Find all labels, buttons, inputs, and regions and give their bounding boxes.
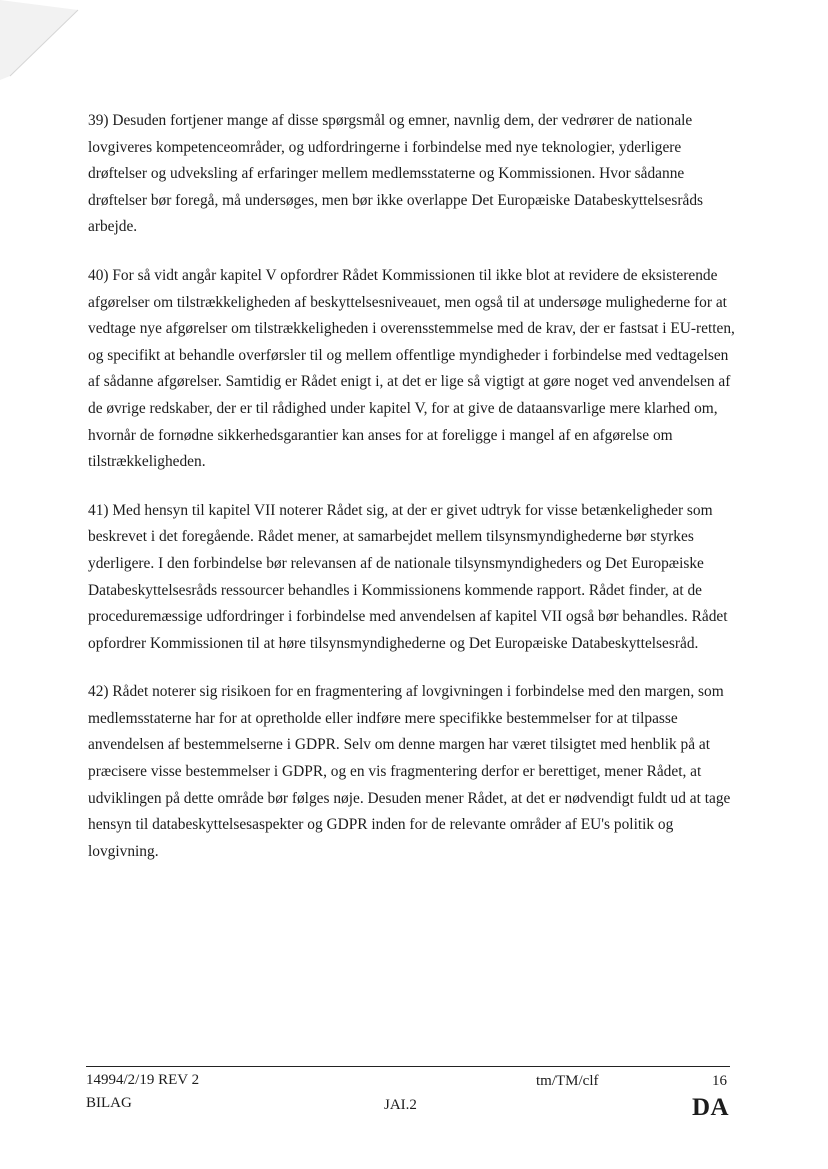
footer-document-number: 14994/2/19 REV 2 bbox=[86, 1072, 200, 1088]
footer-department: JAI.2 bbox=[384, 1097, 417, 1113]
footer-page-number: 16 bbox=[712, 1073, 727, 1089]
footer-divider bbox=[86, 1066, 730, 1067]
footer-language-code: DA bbox=[692, 1094, 730, 1121]
paragraph-39: 39) Desuden fortjener mange af disse spørgsmål og emner, navnlig dem, der vedrører de nationale lovgiveres kompetenceområder, og udfordringerne i forbindelse med nye teknologier, yderligere drøftelser og udveksling af erfaringer mellem medlemsstaterne og Kommissionen. Hvor sådanne drøftelser bør foregå, må undersøges, men bør ikke overlappe Det Europæiske Databeskyttelsesråds arbejde. bbox=[88, 112, 704, 236]
paragraph-41: 41) Med hensyn til kapitel VII noterer Rådet sig, at der er givet udtryk for visse betænkeligheder som beskrevet i det foregående. Rådet mener, at samarbejdet mellem tilsynsmyndighederne bør styrkes yderligere. I den forbindelse bør relevansen af de nationale tilsynsmyndigheders og Det Europæiske Databeskyttelsesråds ressourcer behandles i Kommissionens kommende rapport. Rådet finder, at de proceduremæssige udfordringer i forbindelse med anvendelsen af kapitel VII også bør behandles. Rådet opfordrer Kommissionen til at høre tilsynsmyndighederne og Det Europæiske Databeskyttelsesråd. bbox=[88, 501, 728, 652]
document-body bbox=[88, 108, 740, 887]
paragraph-42: 42) Rådet noterer sig risikoen for en fragmentering af lovgivningen i forbindelse med den margen, som medlemsstaterne har for at opretholde eller indføre mere specifikke bestemmelser for at tilpasse anvendelsen af bestemmelserne i GDPR. Selv om denne margen har været tilsigtet med henblik på at præcisere visse bestemmelser i GDPR, og en vis fragmentering derfor er berettiget, mener Rådet, at udviklingen på dette område bør følges nøje. Desuden mener Rådet, at det er nødvendigt fuldt ud at tage hensyn til databeskyttelsesaspekter og GDPR inden for de relevante områder af EU's politik og lovgivning. bbox=[88, 683, 731, 860]
paragraph-40: 40) For så vidt angår kapitel V opfordrer Rådet Kommissionen til ikke blot at revidere de eksisterende afgørelser om tilstrækkeligheden af beskyttelsesniveauet, men også til at undersøge mulighederne for at vedtage nye afgørelser om tilstrækkeligheden i overensstemmelse med de krav, der er fastsat i EU-retten, og specifikt at behandle overførsler til og mellem offentlige myndigheder i forbindelse med vedtagelsen af sådanne afgørelser. Samtidig er Rådet enigt i, at det er lige så vigtigt at gøre noget ved anvendelsen af de øvrige redskaber, der er til rådighed under kapitel V, for at give de dataansvarlige mere klarhed om, hvornår de fornødne sikkerhedsgarantier kan anses for at foreligge i mangel af en afgørelse om tilstrækkeligheden. bbox=[88, 266, 735, 471]
footer-annex-label: BILAG bbox=[86, 1095, 132, 1111]
scan-corner-fold bbox=[0, 0, 80, 80]
footer-initials: tm/TM/clf bbox=[536, 1073, 599, 1089]
